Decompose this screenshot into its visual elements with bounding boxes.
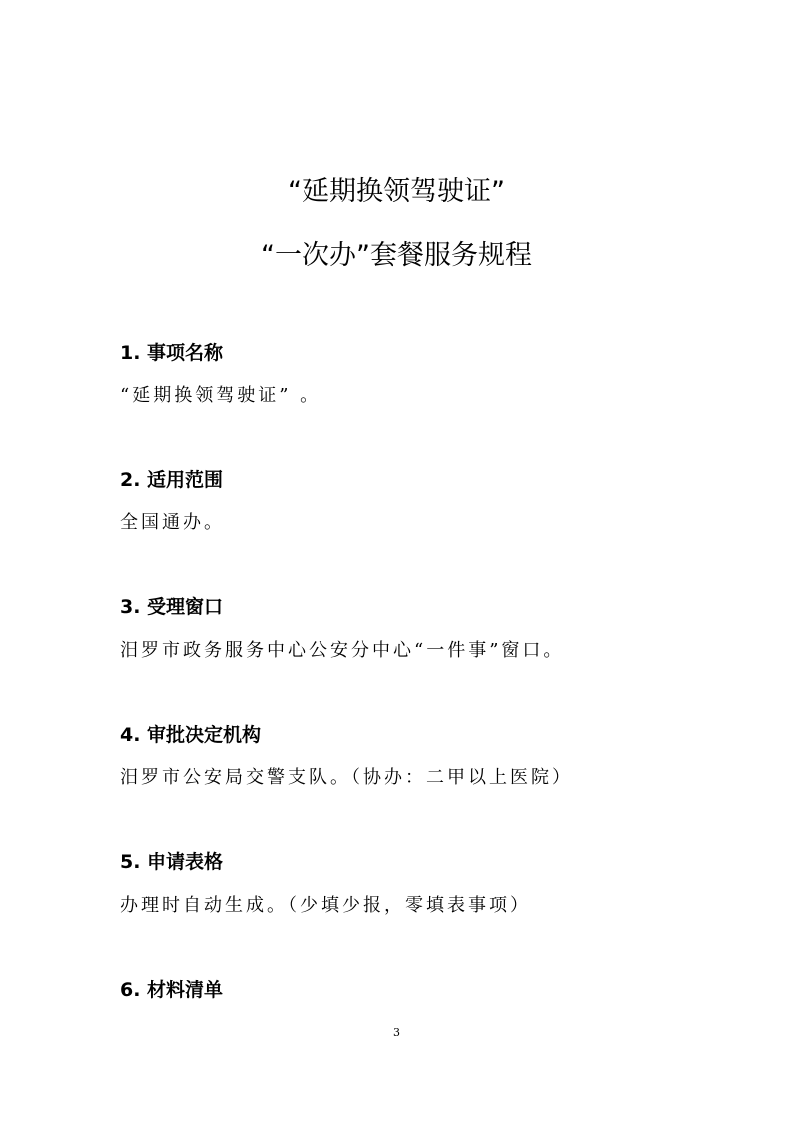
- section-text-approval-authority: 汨罗市公安局交警支队。（协办：二甲以上医院）: [120, 767, 573, 788]
- section-text-service-window: 汨罗市政务服务中心公安分中心“一件事”窗口。: [120, 640, 565, 661]
- section-heading-material-list: 6. 材料清单: [120, 979, 224, 1001]
- document-title-line-2: “一次办”套餐服务规程: [261, 240, 532, 271]
- section-heading-approval-authority: 4. 审批决定机构: [120, 724, 262, 746]
- section-text-scope: 全国通办。: [120, 512, 225, 533]
- section-heading-scope: 2. 适用范围: [120, 469, 224, 491]
- section-heading-service-window: 3. 受理窗口: [120, 596, 224, 618]
- section-text-item-name: “延期换领驾驶证” 。: [120, 385, 322, 406]
- section-heading-item-name: 1. 事项名称: [120, 342, 224, 364]
- page-number: 3: [393, 1026, 400, 1039]
- section-heading-application-form: 5. 申请表格: [120, 851, 224, 873]
- document-title-line-1: “延期换领驾驶证”: [288, 176, 505, 207]
- section-text-application-form: 办理时自动生成。（少填少报，零填表事项）: [120, 895, 531, 916]
